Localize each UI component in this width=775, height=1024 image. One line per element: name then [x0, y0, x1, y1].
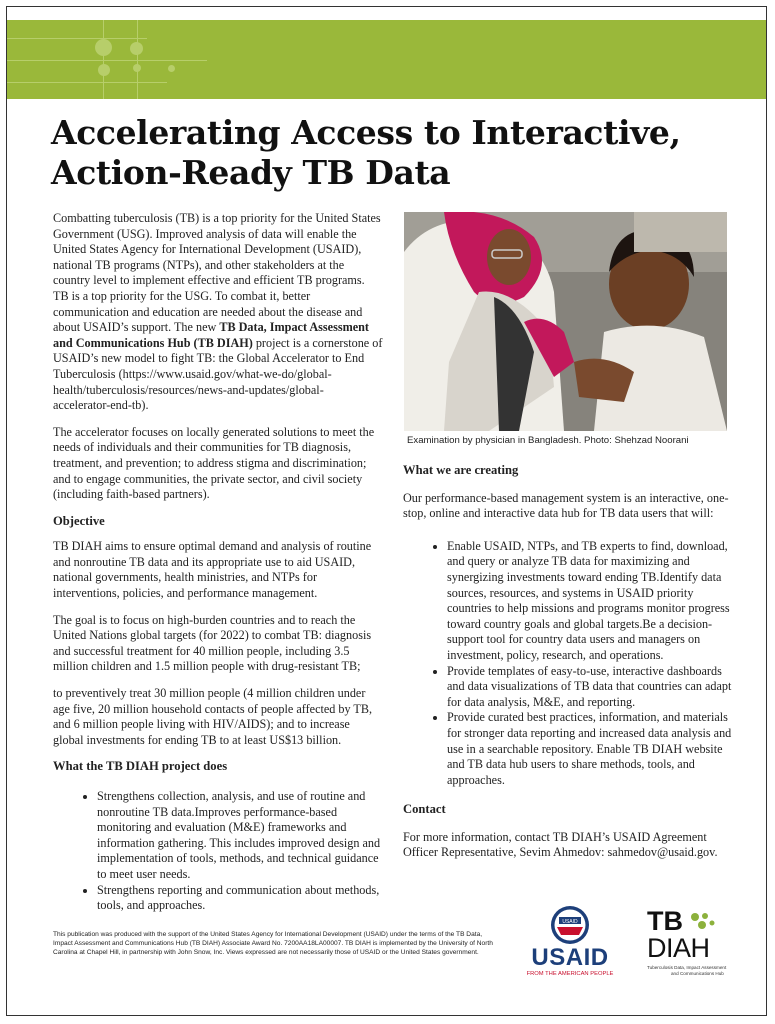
project-does-list: [53, 789, 383, 914]
treatment-paragraph: to preventively treat 30 million people (4 million children under age five, 20 million household contacts of people affected by TB, and 6 million people living with HIV/AIDS); and to increase global investments for ending TB to at least US$13 billion.: [53, 686, 373, 747]
page: [6, 6, 767, 1016]
banner-decor-line: [7, 38, 147, 39]
contact-text: For more information, contact TB DIAH’s USAID Agreement Officer Representative, Sevim Ahmedov: sahmedov@usaid.gov.: [403, 829, 718, 860]
intro-text: project is a cornerstone of USAID’s new model to fight TB: the Global Accelerator to End Tuberculosis (https://www.usaid.gov/what-we-do/global- health/tuberculosis/resources/news-and-updates/global- accelerator-end-tb).: [53, 335, 383, 413]
banner-decor-dot: [133, 64, 141, 72]
intro-paragraph: [53, 211, 383, 414]
usaid-logo: [519, 905, 621, 983]
usaid-seal-text: USAID: [562, 919, 578, 925]
usaid-tagline: FROM THE AMERICAN PEOPLE: [526, 971, 614, 977]
photo-physician-exam: [404, 212, 727, 431]
banner-decor-dot: [95, 39, 112, 56]
banner-decor-line: [103, 20, 104, 99]
title-line-1: Accelerating Access to Interactive,: [51, 113, 681, 152]
banner-decor-dot: [130, 42, 143, 55]
banner-decor-dot: [168, 65, 175, 72]
page-title: [51, 113, 741, 193]
usaid-wordmark: USAID: [531, 944, 609, 971]
list-item: • Enable USAID, NTPs, and TB experts to find, download, and query or analyze TB data for maximizing and synergizing investments toward ending TB.Identify data sources, resources, and systems in USAID priority countries to help missions and programs monitor progress toward country goals and global targets.Be a decision-support tool for country data users and managers on investment, policy, research, and operations.: [447, 539, 735, 664]
creating-heading: What we are creating: [403, 463, 519, 477]
title-line-2: Action-Ready TB Data: [51, 153, 451, 192]
tbdiah-logo-subtitle-2: and Communications Hub: [671, 971, 724, 976]
creating-list: [403, 539, 735, 789]
tbdiah-logo-diah: DIAH: [647, 933, 710, 963]
list-item: • Strengthens reporting and communication about methods, tools, and approaches.: [97, 883, 383, 914]
list-item: • Strengthens collection, analysis, and use of routine and nonroutine TB data.Improves performance-based monitoring and evaluation (M&E) frameworks and information gathering. This includes improved design and implementation of tools, methods, and technical guidance to meet user needs.: [97, 789, 383, 883]
list-item: • Provide curated best practices, information, and materials for stronger data reporting and increased data analysis and use in a searchable repository. Enable TB DIAH website and TB data hub users to share methods, tools, and approaches.: [447, 710, 735, 788]
banner-decor-line: [137, 20, 138, 99]
banner-decor-dot: [98, 64, 110, 76]
tbdiah-logo: [643, 907, 735, 985]
header-banner: [7, 20, 766, 99]
creating-intro: Our performance-based management system is an interactive, one-stop, online and interactive data hub for TB data users that will:: [403, 490, 729, 521]
banner-decor-line: [7, 60, 207, 61]
photo-caption: Examination by physician in Bangladesh. Photo: Shehzad Noorani: [407, 435, 689, 446]
objective-paragraph: TB DIAH aims to ensure optimal demand and analysis of routine and nonroutine TB data and its appropriate use to aid USAID, national governments, health ministries, and NTPs for interventions, policies, and performance management.: [53, 539, 372, 601]
objective-heading: Objective: [53, 513, 105, 528]
goal-paragraph: The goal is to focus on high-burden countries and to reach the United Nations global targets (for 2022) to combat TB: diagnosis and successful treatment for 40 million people, including 3.5 million children and 1.5 million people with drug-resistant TB;: [53, 612, 372, 674]
list-item: • Provide templates of easy-to-use, interactive dashboards and data visualizations of TB data that countries can adapt for data analysis, M&E, and reporting.: [447, 664, 735, 711]
photo-illustration: [404, 212, 727, 431]
banner-decor-line: [7, 82, 167, 83]
contact-heading: Contact: [403, 802, 446, 817]
intro-text: Combatting tuberculosis (TB) is a top priority for the United States Government (USG). Improved analysis of data will enable the United States Agency for International Development (USAID), national TB programs (NTPs), and other stakeholders at the country level to implement effective and efficient TB programs. TB is a top priority for the USG. To combat it, better communication and education are needed about the disease and about USAID’s support. The new: [53, 211, 381, 335]
intro-bold-text: TB Data, Impact Assessment and Communications Hub (TB DIAH): [53, 320, 369, 350]
left-column: [53, 211, 383, 914]
project-does-heading: What the TB DIAH project does: [53, 759, 228, 774]
accelerator-paragraph: The accelerator focuses on locally generated solutions to meet the needs of individuals and their communities for TB diagnosis, treatment, and prevention; to address stigma and discrimination; and to engage communities, the private sector, and civil society (including faith-based partners).: [53, 424, 375, 502]
footer-disclaimer: This publication was produced with the support of the United States Agency for International Development (USAID) under the terms of the TB Data, Impact Assessment and Communications Hub (TB DIAH) Associate Award No. 7200AA18LA00007. TB DIAH is implemented by the University of North Carolina at Chapel Hill, in partnership with John Snow, Inc. Views expressed are not necessarily those of USAID or the United States government.: [53, 931, 493, 956]
tbdiah-logo-subtitle-1: Tuberculosis Data, Impact Assessment: [647, 965, 727, 970]
dots-icon: [689, 911, 719, 933]
tbdiah-logo-tb: TB: [647, 906, 683, 936]
right-column: [403, 463, 735, 872]
